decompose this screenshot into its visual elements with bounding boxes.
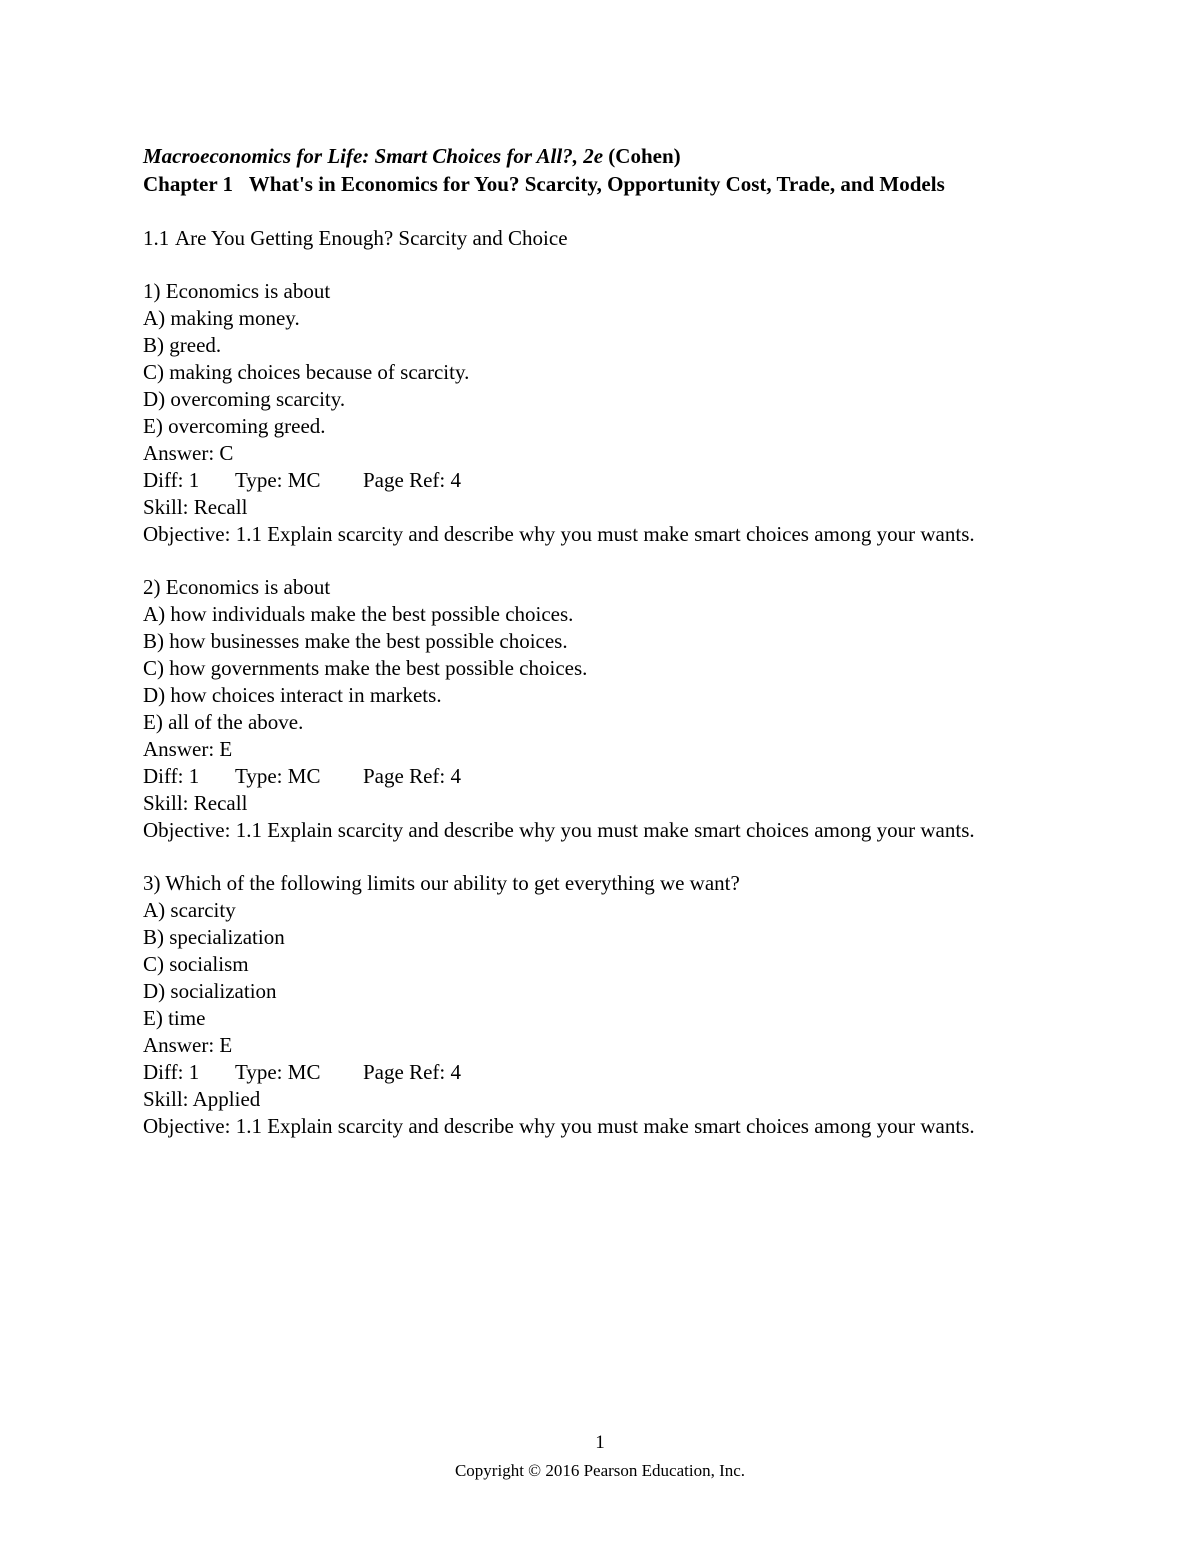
skill: Skill: Applied xyxy=(143,1087,261,1111)
option-b: B) how businesses make the best possible choices. xyxy=(143,629,568,653)
option-d: D) how choices interact in markets. xyxy=(143,683,442,707)
copyright-notice: Copyright © 2016 Pearson Education, Inc. xyxy=(454,1461,746,1480)
option-e: E) overcoming greed. xyxy=(143,414,326,438)
question-stem: 2) Economics is about xyxy=(143,575,331,599)
book-title: Macroeconomics for Life: Smart Choices for All?, 2e xyxy=(143,144,604,168)
option-d: D) socialization xyxy=(143,979,277,1003)
option-e: E) time xyxy=(143,1006,206,1030)
objective: Objective: 1.1 Explain scarcity and describe why you must make smart choices among your wants. xyxy=(143,818,975,842)
meta-line xyxy=(143,1059,1073,1086)
answer: Answer: E xyxy=(143,737,233,761)
option-c: C) how governments make the best possible choices. xyxy=(143,656,588,680)
option-c: C) making choices because of scarcity. xyxy=(143,360,470,384)
page-ref: Page Ref: 4 xyxy=(363,468,461,492)
question-1 xyxy=(143,278,1073,548)
option-a: A) making money. xyxy=(143,306,300,330)
option-e: E) all of the above. xyxy=(143,710,304,734)
book-author: (Cohen) xyxy=(603,144,681,168)
skill: Skill: Recall xyxy=(143,791,248,815)
option-d: D) overcoming scarcity. xyxy=(143,387,346,411)
section-heading xyxy=(143,224,1073,252)
skill: Skill: Recall xyxy=(143,495,248,519)
difficulty: Diff: 1 xyxy=(143,1060,200,1084)
question-type: Type: MC xyxy=(235,1060,321,1084)
page-ref: Page Ref: 4 xyxy=(363,764,461,788)
chapter-title-line xyxy=(143,170,1073,198)
page-number: 1 xyxy=(595,1432,605,1453)
option-a: A) scarcity xyxy=(143,898,236,922)
section-number: 1.1 xyxy=(143,226,170,250)
meta-line xyxy=(143,467,1073,494)
answer: Answer: C xyxy=(143,441,234,465)
page-ref: Page Ref: 4 xyxy=(363,1060,461,1084)
difficulty: Diff: 1 xyxy=(143,764,200,788)
section-title: Are You Getting Enough? Scarcity and Choice xyxy=(175,226,568,250)
chapter-label: Chapter 1 xyxy=(143,172,234,196)
meta-line xyxy=(143,763,1073,790)
question-3 xyxy=(143,870,1073,1140)
chapter-title: What's in Economics for You? Scarcity, Opportunity Cost, Trade, and Models xyxy=(248,172,945,196)
question-stem: 3) Which of the following limits our ability to get everything we want? xyxy=(143,871,740,895)
question-type: Type: MC xyxy=(235,764,321,788)
option-c: C) socialism xyxy=(143,952,249,976)
option-b: B) greed. xyxy=(143,333,222,357)
difficulty: Diff: 1 xyxy=(143,468,200,492)
book-title-line xyxy=(143,142,1073,170)
option-a: A) how individuals make the best possible choices. xyxy=(143,602,574,626)
question-2 xyxy=(143,574,1073,844)
question-type: Type: MC xyxy=(235,468,321,492)
question-stem: 1) Economics is about xyxy=(143,279,331,303)
objective: Objective: 1.1 Explain scarcity and describe why you must make smart choices among your wants. xyxy=(143,522,975,546)
answer: Answer: E xyxy=(143,1033,233,1057)
document-page xyxy=(143,142,1073,1140)
objective: Objective: 1.1 Explain scarcity and describe why you must make smart choices among your wants. xyxy=(143,1114,975,1138)
option-b: B) specialization xyxy=(143,925,285,949)
